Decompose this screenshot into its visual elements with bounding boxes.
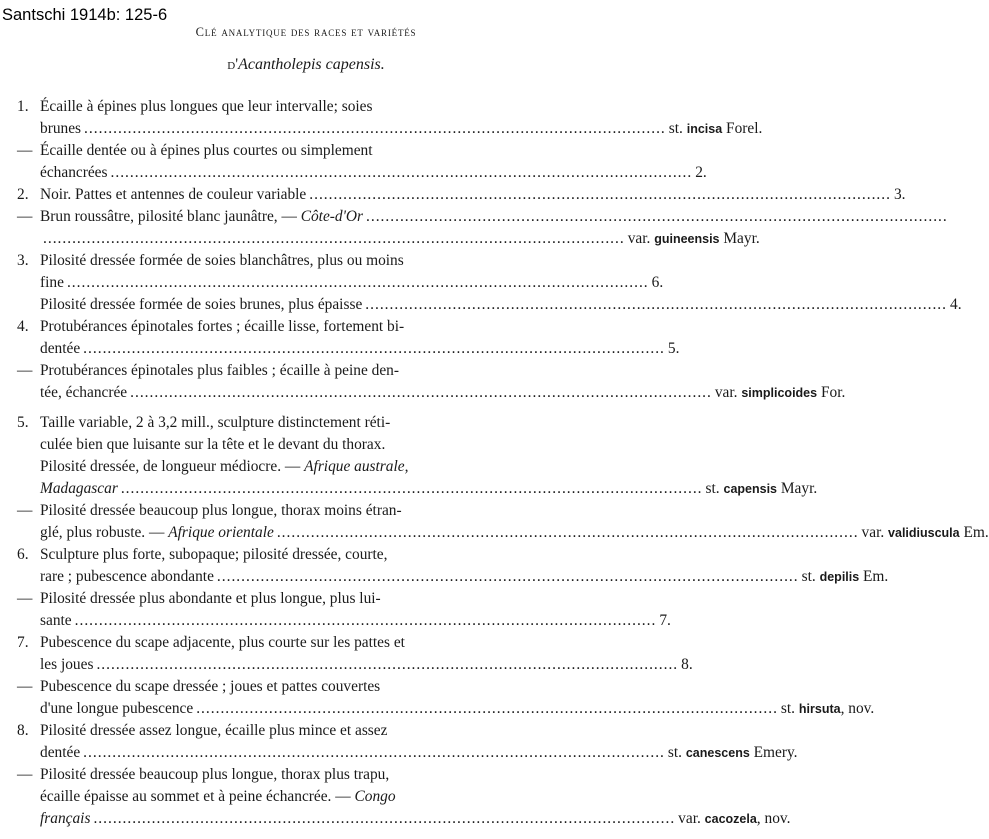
taxon-name: canescens [685,746,750,760]
next-couplet-number: 5. [667,340,680,357]
locality-text: Afrique orientale [168,524,274,541]
leader-dots: ........................................................................................................................ [365,296,947,313]
description-text: Pilosité dressée beaucoup plus longue, thorax plus trapu, [40,766,390,783]
key-line-body [40,522,989,544]
leader-dots: ........................................................................................................................ [366,208,948,225]
description-text: Pilosité dressée plus abondante et plus longue, plus lui- [40,590,381,607]
couplet-text [40,142,373,159]
taxon-name: depilis [819,570,860,584]
rank-author-text: st. [705,480,724,497]
description-text: culée bien que luisante sur la tête et le devant du thorax. [40,436,386,453]
key-line-body [40,206,948,228]
rank-author-text: var. [627,230,655,247]
rank-author-text: st. [780,700,799,717]
couplet-text [40,294,362,316]
key-subtitle-prefix: d' [227,56,239,73]
rank-author-text: Em. [959,524,989,541]
couplet-text [40,184,306,206]
next-couplet-number: 3. [893,186,906,203]
couplet-text [40,678,380,695]
couplet-result [668,742,798,764]
description-text: Pilosité dressée formée de soies brunes, plus épaisse [40,296,363,313]
key-line-body [40,566,889,588]
key-line-body [40,184,906,206]
rank-author-text: Mayr. [719,230,760,247]
taxon-name: incisa [686,122,723,136]
description-text: d'une longue pubescence [40,700,194,717]
couplet-result [659,610,681,632]
rank-author-text: st. [667,744,686,761]
couplet-text [40,478,118,500]
couplet-marker: 2. [17,186,29,203]
key-line [17,610,671,632]
taxon-name: cacozela [704,812,757,826]
couplet-text [40,436,385,453]
couplet-text [40,634,405,651]
next-couplet-number: 6. [651,274,664,291]
couplet-text [40,162,108,184]
couplet-text [40,272,64,294]
couplet-text [40,118,81,140]
leader-dots: ........................................................................................................................ [74,612,657,629]
key-line-body [40,96,590,118]
couplet-text [40,742,80,764]
couplet-text [40,362,399,379]
locality-text: Afrique australe, [304,458,409,475]
key-line-body [40,786,590,808]
couplet-text [40,252,404,269]
couplet-text [40,808,90,830]
leader-dots: ........................................................................................................................ [196,700,778,717]
couplet-text [40,590,381,607]
key-line [17,184,906,206]
leader-dots: ........................................................................................................................ [83,340,665,357]
couplet-text [40,566,214,588]
description-text: écaille épaisse au sommet et à peine échancrée. — [40,788,355,805]
key-line-body [40,632,590,654]
next-couplet-number: 7. [659,612,671,629]
couplet-text [40,788,396,805]
locality-text: Madagascar [40,480,118,497]
key-line-body [40,118,763,140]
key-line [17,294,962,316]
couplet-text [40,318,404,335]
couplet-result [652,272,674,294]
key-line [17,272,664,294]
taxon-name: validiuscula [888,526,960,540]
couplet-marker: 5. [17,414,29,431]
couplet-marker: 8. [17,722,29,739]
couplet-text [40,722,387,739]
key-line [17,720,590,742]
locality-text: Côte-d'Or [300,208,364,225]
key-line [17,764,590,786]
description-text: Brun roussâtre, pilosité blanc jaunâtre, — [40,208,301,225]
leader-dots: ........................................................................................................................ [93,810,676,827]
description-text: Noir. Pattes et antennes de couleur variable [40,186,307,203]
key-line-body [40,742,798,764]
key-line-body [40,764,590,786]
key-line-body [40,500,590,522]
taxon-name: hirsuta [798,702,841,716]
key-line-body [40,412,590,434]
key-line [17,500,590,522]
description-text: Pubescence du scape adjacente, plus courte sur les pattes et [40,634,405,651]
couplet-text [40,698,193,720]
couplet-marker: — [17,678,33,695]
leader-dots: ........................................................................................................................ [84,120,666,137]
key-line-body [40,162,707,184]
key-line [17,588,590,610]
key-line [17,250,590,272]
description-text: Écaille dentée ou à épines plus courtes ou simplement [40,142,373,159]
description-text: brunes [40,120,82,137]
key-line-body [40,360,590,382]
couplet-marker: — [17,502,33,519]
rank-author-text: Forel. [722,120,763,137]
couplet-marker: 6. [17,546,29,563]
couplet-result [695,162,717,184]
key-line-body [40,588,590,610]
leader-dots: ........................................................................................................................ [66,274,649,291]
rank-author-text: , nov. [756,810,791,827]
key-line [17,162,707,184]
key-line [17,360,590,382]
key-line [17,522,989,544]
citation-reference: Santschi 1914b: 125-6 [2,6,168,24]
key-line-body [40,654,693,676]
description-text: rare ; pubescence abondante [40,568,214,585]
couplet-result [715,382,845,404]
couplet-text [40,502,402,519]
key-line [17,96,590,118]
key-line-body [40,610,671,632]
key-line-body [40,250,590,272]
key-line [17,140,590,162]
couplet-marker: 7. [17,634,29,651]
leader-dots: ........................................................................................................................ [110,164,693,181]
key-line-body [40,676,590,698]
couplet-marker: 4. [17,318,29,335]
key-line [17,338,680,360]
description-text: Sculpture plus forte, subopaque; pilosité dressée, courte, [40,546,388,563]
key-line [17,544,590,566]
couplet-result [802,566,889,588]
description-text: Pilosité dressée, de longueur médiocre. — [40,458,305,475]
description-text: tée, échancrée [40,384,128,401]
key-line [17,808,791,830]
key-line [17,654,693,676]
description-text: fine [40,274,64,291]
description-text: Écaille à épines plus longues que leur intervalle; soies [40,98,373,115]
taxon-name: guineensis [654,232,720,246]
key-line-body [40,316,590,338]
next-couplet-number: 8. [681,656,693,673]
rank-author-text: , nov. [840,700,875,717]
key-line-body [40,228,760,250]
key-line-body [40,272,664,294]
key-line [17,566,889,588]
couplet-result [669,118,763,140]
description-text: les joues [40,656,94,673]
couplet-text [40,382,127,404]
key-subtitle [0,56,612,74]
key-line [17,316,590,338]
description-text: dentée [40,744,81,761]
rank-author-text: For. [817,384,846,401]
key-line [17,228,760,250]
key-line [17,456,590,478]
key-line-body [40,382,846,404]
key-line [17,786,590,808]
key-line [17,434,590,456]
leader-dots: ........................................................................................................................ [276,524,859,541]
key-line-body [40,456,590,478]
rank-author-text: var. [678,810,705,827]
couplet-text [40,522,274,544]
key-line [17,478,818,500]
couplet-text [40,610,72,632]
description-text: échancrées [40,164,108,181]
taxon-name: capensis [723,482,778,496]
description-text: dentée [40,340,81,357]
key-line [17,206,948,228]
couplet-text [40,338,80,360]
couplet-result [950,294,972,316]
key-line [17,632,590,654]
rank-author-text: Emery. [749,744,798,761]
rank-author-text: var. [714,384,742,401]
next-couplet-number: 2. [695,164,707,181]
leader-dots: ........................................................................................................................ [83,744,665,761]
description-text: glé, plus robuste. — [40,524,169,541]
rank-author-text: Em. [859,568,889,585]
key-line-body [40,140,590,162]
leader-dots: ........................................................................................................................ [120,480,703,497]
leader-dots: ........................................................................................................................ [96,656,679,673]
locality-text: français [40,810,91,827]
couplet-marker: — [17,766,33,783]
leader-dots: ........................................................................................................................ [216,568,799,585]
key-line-body [40,544,590,566]
description-text: Taille variable, 2 à 3,2 mill., sculpture distinctement réti- [40,414,391,431]
key-line-body [40,338,680,360]
couplet-result [668,338,690,360]
couplet-text [40,654,93,676]
couplet-result [781,698,874,720]
rank-author-text: st. [668,120,687,137]
couplet-result [681,654,703,676]
key-line-body [40,808,791,830]
key-line-body [40,720,590,742]
couplet-marker: — [17,590,33,607]
rank-author-text: Mayr. [777,480,818,497]
key-line [17,698,875,720]
taxon-name: simplicoides [741,386,818,400]
couplet-result [706,478,818,500]
key-subtitle-species: Acantholepis capensis. [238,56,385,73]
key-line [17,676,590,698]
couplet-marker: 1. [17,98,29,115]
leader-dots: ........................................................................................................................ [309,186,891,203]
key-line-body [40,294,962,316]
couplet-result [628,228,760,250]
couplet-text [40,206,363,228]
couplet-text [40,766,389,783]
leader-dots: ........................................................................................................................ [130,384,712,401]
key-line [17,742,798,764]
description-text: Pilosité dressée assez longue, écaille plus mince et assez [40,722,388,739]
description-text: sante [40,612,72,629]
couplet-marker: — [17,208,33,225]
couplet-marker: 3. [17,252,29,269]
next-couplet-number: 4. [950,296,962,313]
key-line [17,118,763,140]
description-text: Pilosité dressée formée de soies blanchâtres, plus ou moins [40,252,404,269]
couplet-text [40,98,373,115]
couplet-marker: — [17,142,33,159]
key-line [17,412,590,434]
couplet-text [40,414,390,431]
couplet-text [40,546,387,563]
couplet-marker: — [17,362,33,379]
couplet-result [894,184,916,206]
rank-author-text: st. [801,568,820,585]
description-text: Protubérances épinotales fortes ; écaille lisse, fortement bi- [40,318,405,335]
description-text: Pubescence du scape dressée ; joues et pattes couvertes [40,678,381,695]
key-line-body [40,434,590,456]
description-text: Pilosité dressée beaucoup plus longue, thorax moins étran- [40,502,402,519]
couplet-result [678,808,790,830]
couplet-text [40,458,408,475]
key-line-body [40,698,875,720]
leader-dots: ........................................................................................................................ [43,230,625,247]
description-text: Protubérances épinotales plus faibles ; écaille à peine den- [40,362,399,379]
couplet-result [862,522,989,544]
locality-text: Congo [354,788,396,805]
key-title: Clé analytique des races et variétés [195,25,417,39]
rank-author-text: var. [861,524,889,541]
key-line-body [40,478,818,500]
key-line [17,382,846,404]
